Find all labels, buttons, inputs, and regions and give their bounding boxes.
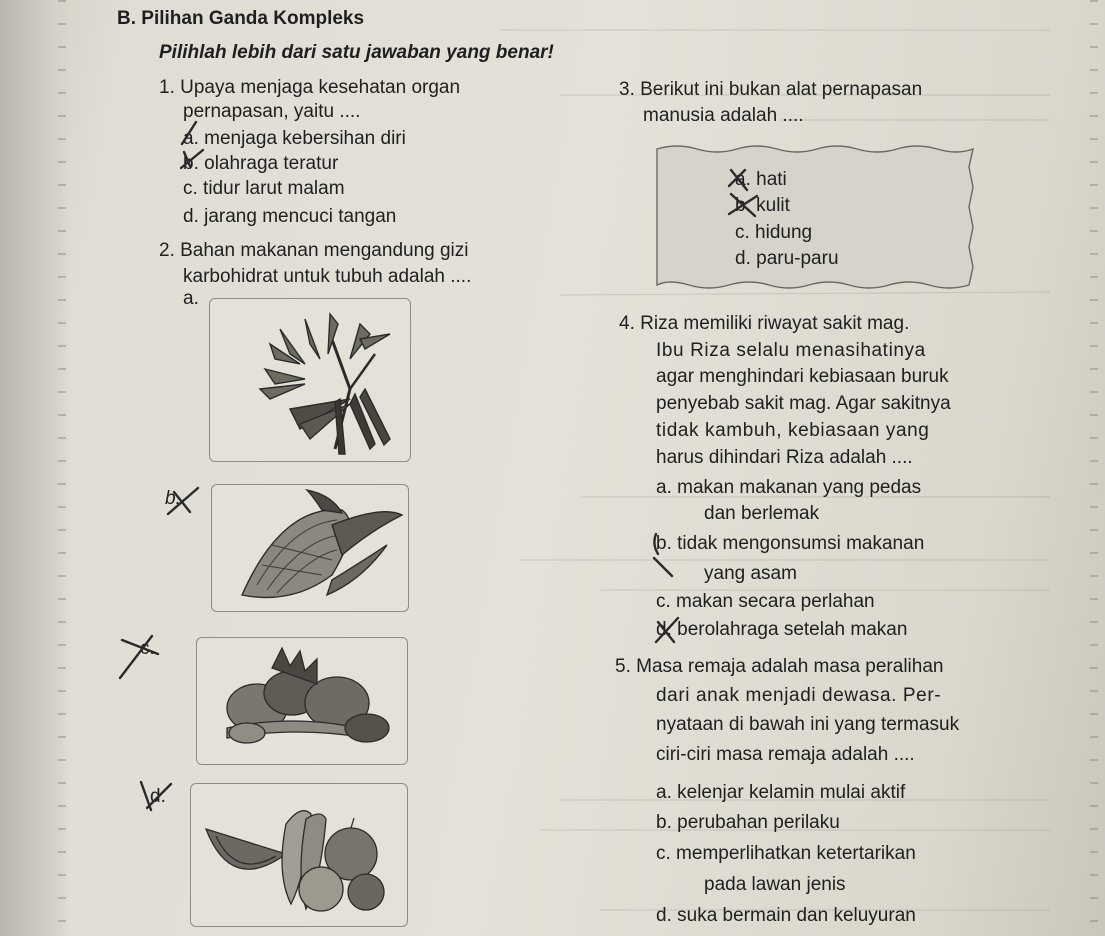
section-instruction: Pilihlah lebih dari satu jawaban yang benar! [159,42,554,63]
q3-option-a: a. hati [735,169,787,190]
q5-option-c-line1: c. memperlihatkan ketertarikan [656,843,916,864]
section-title: B. Pilihan Ganda Kompleks [117,8,365,29]
q4-option-a-line1: a. makan makanan yang pedas [656,477,922,498]
q2-option-d-image-frame [190,783,408,927]
q1-option-d: d. jarang mencuci tangan [183,206,397,227]
q4-option-d: d. berolahraga setelah makan [656,619,908,640]
q1-handwritten-marks [178,116,208,176]
q3-option-d: d. paru-paru [735,248,839,269]
q2-option-c-label: c. [140,638,155,659]
q4-option-b-line1: b. tidak mengonsumsi makanan [656,533,925,554]
q2-c-cross-mark [112,632,162,682]
cassava-plant-illustration [210,299,410,461]
q2-b-cross-mark [160,484,205,520]
q3-option-c: c. hidung [735,222,813,243]
q2-option-b-label: b. [165,488,181,509]
fruits-illustration [191,784,407,926]
q2-option-a-label: a. [183,288,199,309]
q5-stem-line4: ciri-ciri masa remaja adalah .... [656,744,915,765]
q3-option-b: b. kulit [735,195,790,216]
q4-stem-line1: 4. Riza memiliki riwayat sakit mag. [619,313,910,334]
q5-option-d: d. suka bermain dan keluyuran [656,905,916,926]
q4-stem-line2: Ibu Riza selalu menasihatinya [656,340,926,361]
vegetables-illustration [197,638,407,764]
q2-option-d-label: d. [150,786,166,807]
q5-option-a: a. kelenjar kelamin mulai aktif [656,782,906,803]
q5-stem-line3: nyataan di bawah ini yang termasuk [656,714,960,735]
q5-option-c-line2: pada lawan jenis [704,874,846,895]
q4-stem-line3: agar menghindari kebiasaan buruk [656,366,949,387]
q1-stem-line1: 1. Upaya menjaga kesehatan organ [159,77,461,98]
q2-option-c-image-frame [196,637,408,765]
q3-stem-line1: 3. Berikut ini bukan alat pernapasan [619,79,923,100]
q2-option-a-image-frame [209,298,411,462]
corn-illustration [212,485,408,611]
q5-stem-line2: dari anak menjadi dewasa. Per- [656,685,942,706]
q4-option-b-line2: yang asam [704,563,797,584]
q2-stem-line1: 2. Bahan makanan mengandung gizi [159,240,469,261]
q5-option-b: b. perubahan perilaku [656,812,840,833]
q4-stem-line5: tidak kambuh, kebiasaan yang [656,420,930,441]
q1-option-c: c. tidur larut malam [183,178,345,199]
q3-stem-line2: manusia adalah .... [643,105,804,126]
binding-dots-left [58,0,66,936]
q1-option-a: a. menjaga kebersihan diri [183,128,406,149]
binding-dots-right [1090,0,1098,936]
q5-stem-line1: 5. Masa remaja adalah masa peralihan [615,656,944,677]
q4-stem-line6: harus dihindari Riza adalah .... [656,447,913,468]
q1-option-b: b. olahraga teratur [183,153,339,174]
q4-option-a-line2: dan berlemak [704,503,820,524]
q2-d-cross-mark [137,778,177,814]
q1-stem-line2: pernapasan, yaitu .... [183,101,361,122]
q2-option-b-image-frame [211,484,409,612]
q4-handwritten-marks [650,530,690,648]
q2-stem-line2: karbohidrat untuk tubuh adalah .... [183,266,472,287]
q4-stem-line4: penyebab sakit mag. Agar sakitnya [656,393,951,414]
q4-option-c: c. makan secara perlahan [656,591,875,612]
q3-handwritten-marks [725,164,765,220]
